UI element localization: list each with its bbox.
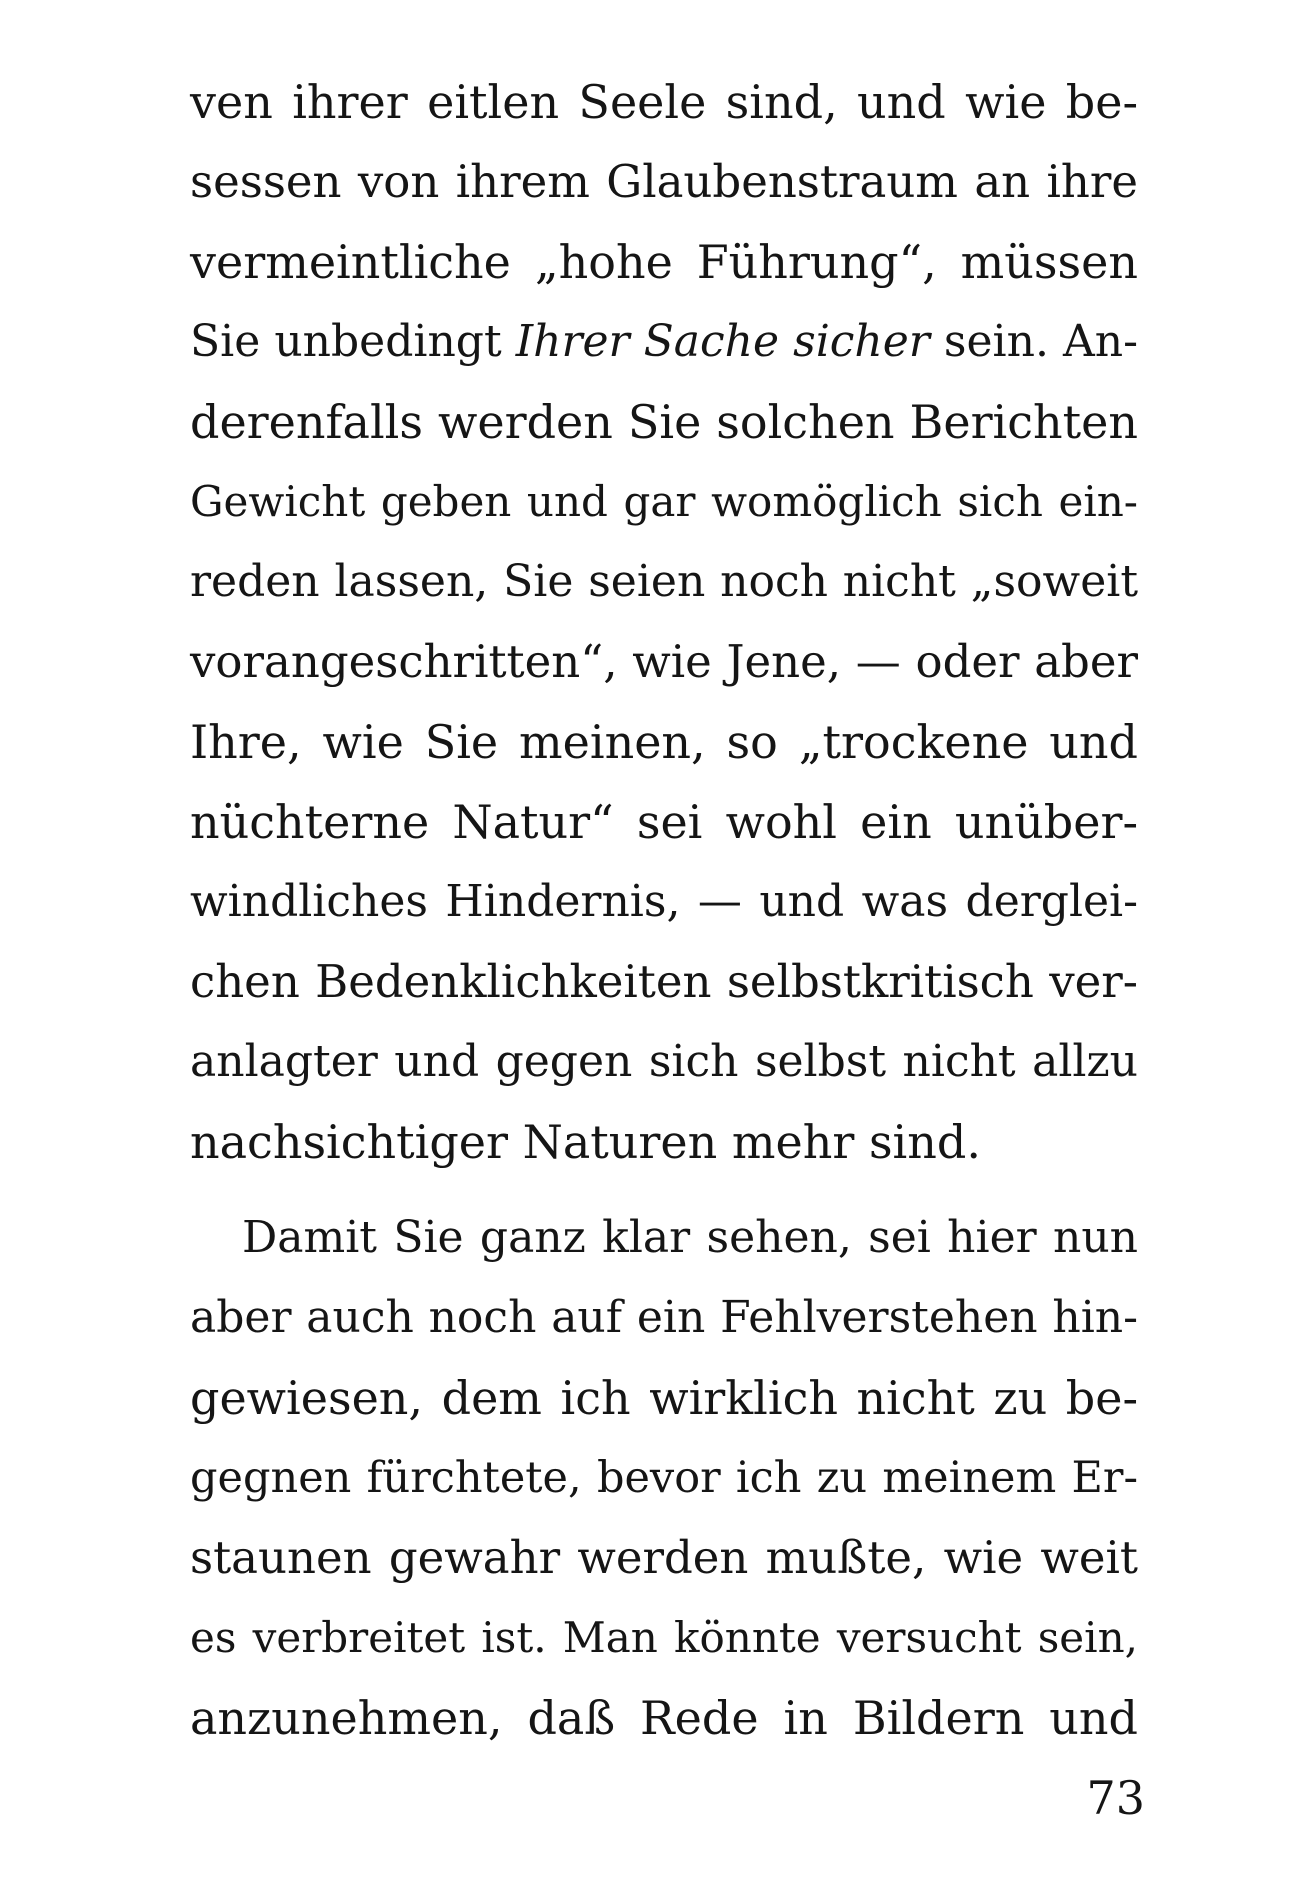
text-line: gewiesen, dem ich wirklich nicht zu be- [190,1371,1138,1425]
text-line: sessen von ihrem Glaubenstraum an ihre [190,155,1138,208]
paragraph [190,62,1138,1182]
text-line: ven ihrer eitlen Seele sind, und wie be- [190,75,1138,129]
book-page-text [190,62,1138,1758]
text-line: anlagter und gegen sich selbst nicht allzu [190,1036,1138,1087]
text-line [190,302,1138,382]
emphasized-text: Ihrer Sache sicher [515,316,930,367]
paragraph-spacing [190,1182,1138,1198]
text-line: derenfalls werden Sie solchen Berichten [190,395,1138,449]
text-line: staunen gewahr werden mußte, wie weit [190,1531,1138,1584]
text-segment: sein. An- [929,316,1139,367]
text-line: es verbreitet ist. Man könnte versucht sein, [190,1613,1138,1662]
page-number: 73 [1086,1771,1145,1825]
text-line: aber auch noch auf ein Fehlverstehen hin- [190,1292,1138,1343]
text-line: Damit Sie ganz klar sehen, sei hier nun [242,1212,1138,1263]
text-line: chen Bedenklichkeiten selbstkritisch ver- [190,955,1138,1008]
text-line: anzunehmen, daß Rede in Bildern und [190,1691,1138,1745]
text-line: vermeintliche „hohe Führung“, müssen [190,235,1138,289]
text-line: gegnen fürchtete, bevor ich zu meinem Er- [190,1453,1138,1503]
text-line: vorangeschritten“, wie Jene, — oder aber [190,635,1138,688]
text-line: reden lassen, Sie seien noch nicht „soweit [190,556,1138,607]
text-line: windliches Hindernis, — und was derglei- [190,876,1138,927]
paragraph [190,1198,1138,1758]
text-line: nachsichtiger Naturen mehr sind. [190,1115,981,1169]
text-line: Ihre, wie Sie meinen, so „trockene und [190,715,1138,769]
text-line: Gewicht geben und gar womöglich sich ein- [190,477,1138,526]
text-line: nüchterne Natur“ sei wohl ein unüber- [190,795,1138,849]
text-segment: Sie unbedingt [190,316,516,367]
